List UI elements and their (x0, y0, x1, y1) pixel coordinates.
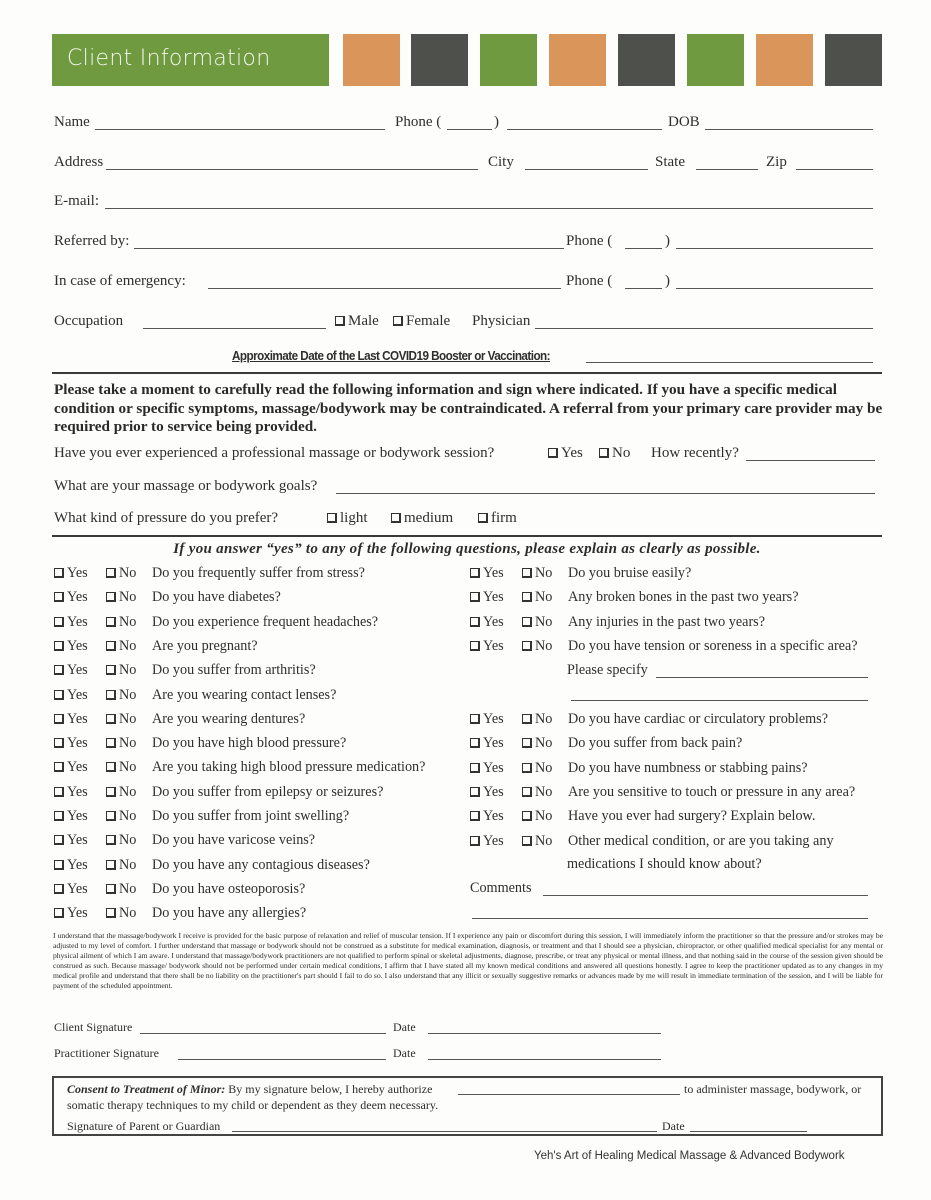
yes-checkbox[interactable]: Yes (54, 614, 88, 631)
question-text: Are you pregnant? (152, 637, 258, 654)
checkbox-icon (327, 513, 337, 523)
client-signature-label: Client Signature (54, 1020, 133, 1034)
checkbox-icon (106, 690, 116, 700)
yes-checkbox[interactable]: Yes (54, 784, 88, 801)
no-checkbox[interactable]: No (106, 662, 136, 679)
question-text: Do you suffer from arthritis? (152, 662, 316, 679)
yes-checkbox[interactable]: Yes (470, 784, 504, 801)
checkbox-icon (106, 568, 116, 578)
no-checkbox[interactable]: No (522, 735, 552, 752)
covid-date-label: Approximate Date of the Last COVID19 Booster or Vaccination: (232, 348, 551, 363)
question-text: Do you frequently suffer from stress? (152, 565, 365, 581)
question-text: Do you have any contagious diseases? (152, 856, 370, 873)
yes-checkbox[interactable]: Yes (470, 589, 504, 606)
yes-checkbox[interactable]: Yes (470, 711, 504, 728)
specify-field[interactable] (656, 677, 868, 678)
occupation-field[interactable] (143, 328, 326, 329)
checkbox-icon (54, 690, 64, 700)
email-field[interactable] (105, 208, 873, 209)
checkbox-icon (54, 884, 64, 894)
health-question-row (470, 833, 870, 851)
yes-checkbox[interactable]: Yes (54, 735, 88, 752)
checkbox-icon (470, 836, 480, 846)
pressure-medium-checkbox[interactable]: medium (391, 510, 453, 527)
how-recently-field[interactable] (746, 460, 875, 461)
question-text: Do you have osteoporosis? (152, 880, 306, 897)
no-checkbox[interactable]: No (522, 711, 552, 728)
checkbox-icon (470, 811, 480, 821)
checkbox-icon (393, 316, 403, 326)
practitioner-date-field[interactable] (428, 1059, 661, 1060)
question-text: Do you have numbness or stabbing pains? (568, 759, 808, 776)
checkbox-icon (470, 738, 480, 748)
address-label: Address (54, 154, 104, 170)
health-question-row (54, 565, 454, 583)
health-question-row (54, 687, 454, 705)
no-checkbox[interactable]: No (106, 711, 136, 728)
checkbox-icon (106, 617, 116, 627)
no-checkbox[interactable]: No (106, 687, 136, 704)
yes-checkbox[interactable]: Yes (54, 638, 88, 655)
client-date-field[interactable] (428, 1033, 661, 1034)
guardian-signature-field[interactable] (232, 1131, 657, 1132)
practitioner-signature-field[interactable] (178, 1059, 386, 1060)
checkbox-icon (54, 762, 64, 772)
physician-field[interactable] (535, 328, 873, 329)
minor-consent-line-1b: to administer massage, bodywork, or (684, 1082, 862, 1096)
checkbox-icon (522, 617, 532, 627)
checkbox-icon (391, 513, 401, 523)
checkbox-icon (470, 592, 480, 602)
referred-by-field[interactable] (134, 248, 564, 249)
email-label: E-mail: (54, 193, 99, 209)
phone-area-code-field[interactable] (447, 129, 492, 130)
minor-consent-line-2: somatic therapy techniques to my child or dependent as they deem necessary. (67, 1098, 439, 1112)
checkbox-icon (106, 738, 116, 748)
color-swatch (825, 34, 882, 86)
no-checkbox[interactable]: No (522, 760, 552, 777)
business-name-footer: Yeh's Art of Healing Medical Massage & Advanced Bodywork (534, 1150, 845, 1162)
checkbox-icon (522, 811, 532, 821)
referred-by-label: Referred by: (54, 233, 130, 249)
no-checkbox[interactable]: No (106, 759, 136, 776)
yes-checkbox[interactable]: Yes (54, 565, 88, 582)
checkbox-icon (522, 641, 532, 651)
health-question-row (54, 857, 454, 875)
city-field[interactable] (525, 169, 648, 170)
experience-yes-checkbox[interactable]: Yes (548, 445, 583, 462)
checkbox-icon (470, 641, 480, 651)
guardian-signature-label: Signature of Parent or Guardian (67, 1119, 221, 1133)
physician-label: Physician (472, 313, 531, 329)
referral-phone-paren: ) (665, 233, 670, 249)
checkbox-icon (54, 714, 64, 724)
question-text: Other medical condition, or are you taking any (568, 832, 834, 849)
checkbox-icon (106, 860, 116, 870)
question-text: Any broken bones in the past two years? (568, 589, 799, 606)
goals-question: What are your massage or bodywork goals? (54, 478, 318, 494)
checkbox-icon (106, 787, 116, 797)
checkbox-icon (54, 617, 64, 627)
health-question-row (470, 808, 870, 826)
yes-checkbox[interactable]: Yes (54, 905, 88, 922)
checkbox-icon (522, 787, 532, 797)
checkbox-icon (54, 811, 64, 821)
guardian-date-label: Date (662, 1119, 685, 1133)
health-question-row (54, 735, 454, 753)
health-question-row (470, 614, 870, 632)
question-text: Do you have cardiac or circulatory problems? (568, 711, 828, 727)
question-text: Do you suffer from back pain? (568, 735, 743, 752)
experience-question: Have you ever experienced a professional massage or bodywork session? (54, 445, 495, 461)
client-date-label: Date (393, 1020, 416, 1034)
yes-checkbox[interactable]: Yes (470, 735, 504, 752)
city-label: City (488, 154, 514, 170)
yes-checkbox[interactable]: Yes (470, 565, 504, 582)
dob-field[interactable] (705, 129, 873, 130)
covid-date-field[interactable] (586, 362, 873, 363)
checkbox-icon (522, 714, 532, 724)
color-swatch (756, 34, 813, 86)
question-text: Are you sensitive to touch or pressure in any area? (568, 783, 856, 800)
checkbox-icon (54, 835, 64, 845)
comments-field[interactable] (543, 895, 868, 896)
emergency-phone-area-field[interactable] (625, 288, 662, 289)
zip-field[interactable] (796, 169, 873, 170)
no-checkbox[interactable]: No (106, 784, 136, 801)
health-question-row (54, 614, 454, 632)
emergency-phone-field[interactable] (676, 288, 873, 289)
no-checkbox[interactable]: No (106, 735, 136, 752)
health-question-row (470, 638, 870, 656)
checkbox-icon (522, 763, 532, 773)
occupation-label: Occupation (54, 313, 124, 329)
yes-checkbox[interactable]: Yes (54, 881, 88, 898)
phone-field[interactable] (507, 129, 662, 130)
color-swatch (343, 34, 400, 86)
address-field[interactable] (106, 169, 478, 170)
state-field[interactable] (696, 169, 758, 170)
state-label: State (655, 154, 685, 170)
health-question-row (54, 905, 454, 923)
no-checkbox[interactable]: No (106, 638, 136, 655)
guardian-date-field[interactable] (690, 1131, 807, 1132)
no-checkbox[interactable]: No (106, 808, 136, 825)
checkbox-icon (54, 641, 64, 651)
health-question-row (54, 662, 454, 680)
checkbox-icon (54, 665, 64, 675)
color-swatch (618, 34, 675, 86)
checkbox-icon (54, 860, 64, 870)
checkbox-icon (54, 592, 64, 602)
emergency-phone-paren: ) (665, 273, 670, 289)
no-checkbox[interactable]: No (522, 833, 552, 850)
question-text: Any injuries in the past two years? (568, 613, 766, 630)
section-divider (52, 372, 882, 374)
no-checkbox[interactable]: No (522, 638, 552, 655)
no-checkbox[interactable]: No (106, 589, 136, 606)
health-question-row (54, 881, 454, 899)
yes-checkbox[interactable]: Yes (470, 808, 504, 825)
referral-phone-field[interactable] (676, 248, 873, 249)
health-question-row (470, 589, 870, 607)
experience-no-checkbox[interactable]: No (599, 445, 630, 462)
question-text: Do you suffer from epilepsy or seizures? (152, 783, 384, 800)
checkbox-icon (54, 787, 64, 797)
checkbox-icon (478, 513, 488, 523)
question-text: Are you wearing contact lenses? (152, 686, 337, 703)
emergency-phone-label: Phone ( (566, 273, 613, 289)
no-checkbox[interactable]: No (522, 589, 552, 606)
question-text: Are you wearing dentures? (152, 710, 306, 727)
name-field[interactable] (95, 129, 385, 130)
male-checkbox[interactable]: Male (335, 313, 379, 330)
checkbox-icon (470, 763, 480, 773)
health-question-row (54, 808, 454, 826)
female-checkbox[interactable]: Female (393, 313, 450, 330)
no-checkbox[interactable]: No (106, 857, 136, 874)
checkbox-icon (54, 908, 64, 918)
question-text: Do you have diabetes? (152, 589, 281, 606)
question-text: Do you have any allergies? (152, 905, 307, 922)
phone-label: Phone ( (395, 114, 442, 130)
checkbox-icon (522, 738, 532, 748)
liability-statement: I understand that the massage/bodywork I receive is provided for the basic purpose of relaxation and relief of muscular tension. If I experience any pain or discomfort during this session, I will immediately inform the practitioner so that the pressure and/or strokes may be adjusted to my level of comfort. I further understand that massage or bodywork should not be construed as a substitute for medical examination, diagnosis, or treatment and that I should see a physician, chiropractor, or other qualified medical specialist for any mental or physical ailment of which I am aware. I understand that massage/bodywork practitioners are not qualified to perform spinal or skeletal adjustments, diagnose, prescribe, or treat any physical or mental illness, and that nothing said in the course of the session given should be construed as such. Because massage/ bodywork should not be performed under certain medical conditions, I affirm that I have stated all my known medical conditions and answered all questions honestly. I agree to keep the practitioner updated as to any changes in my medical profile and understand that there shall be no liability on the practitioner's part should I fail to do so. I also understand that any illicit or sexually suggestive remarks or advances made by me will result in immediate termination of the session, and I will be liable for payment of the scheduled appointment. (53, 931, 883, 991)
yes-checkbox[interactable]: Yes (54, 589, 88, 606)
checkbox-icon (470, 787, 480, 797)
yes-checkbox[interactable]: Yes (54, 759, 88, 776)
health-section-heading: If you answer “yes” to any of the following questions, please explain as clearly as possible. (173, 541, 761, 557)
emergency-label: In case of emergency: (54, 273, 186, 289)
yes-checkbox[interactable]: Yes (54, 687, 88, 704)
checkbox-icon (106, 835, 116, 845)
yes-checkbox[interactable]: Yes (54, 808, 88, 825)
checkbox-icon (106, 592, 116, 602)
referral-phone-area-field[interactable] (625, 248, 662, 249)
intro-notice: Please take a moment to carefully read the following information and sign where indicated. If you have a specific medical condition or specific symptoms, massage/bodywork may be contraindicated. A referral from your primary care provider may be required prior to service being provided. (54, 381, 883, 435)
health-question-row (54, 784, 454, 802)
client-signature-field[interactable] (140, 1033, 386, 1034)
checkbox-icon (548, 448, 558, 458)
no-checkbox[interactable]: No (106, 905, 136, 922)
color-swatch (549, 34, 606, 86)
please-specify-label: Please specify (567, 662, 648, 678)
phone-paren: ) (494, 114, 499, 130)
checkbox-icon (522, 592, 532, 602)
goals-field[interactable] (336, 493, 875, 494)
question-text: Do you suffer from joint swelling? (152, 808, 350, 824)
comments-field-line-2[interactable] (472, 918, 868, 919)
checkbox-icon (470, 568, 480, 578)
referral-phone-label: Phone ( (566, 233, 613, 249)
health-question-row (54, 589, 454, 607)
checkbox-icon (470, 617, 480, 627)
checkbox-icon (106, 811, 116, 821)
health-question-row (54, 759, 454, 777)
question-text: Do you have tension or soreness in a specific area? (568, 637, 858, 654)
emergency-contact-field[interactable] (208, 288, 561, 289)
checkbox-icon (106, 641, 116, 651)
color-swatch (411, 34, 468, 86)
section-divider (52, 535, 882, 537)
health-question-row (470, 735, 870, 753)
checkbox-icon (54, 568, 64, 578)
health-question-row (470, 565, 870, 583)
color-swatch (687, 34, 744, 86)
title-banner (52, 34, 329, 86)
color-swatch (480, 34, 537, 86)
no-checkbox[interactable]: No (522, 565, 552, 582)
page-title: Client Information (67, 46, 271, 71)
health-question-row (54, 638, 454, 656)
yes-checkbox[interactable]: Yes (54, 857, 88, 874)
pressure-light-checkbox[interactable]: light (327, 510, 368, 527)
question-text: Do you bruise easily? (568, 565, 692, 581)
checkbox-icon (106, 884, 116, 894)
question-text: Have you ever had surgery? Explain below. (568, 808, 816, 825)
practitioner-signature-label: Practitioner Signature (54, 1046, 159, 1060)
checkbox-icon (522, 568, 532, 578)
checkbox-icon (335, 316, 345, 326)
checkbox-icon (106, 714, 116, 724)
checkbox-icon (106, 762, 116, 772)
yes-checkbox[interactable]: Yes (470, 638, 504, 655)
name-label: Name (54, 114, 90, 130)
pressure-question: What kind of pressure do you prefer? (54, 510, 279, 526)
yes-checkbox[interactable]: Yes (470, 833, 504, 850)
no-checkbox[interactable]: No (522, 784, 552, 801)
yes-checkbox[interactable]: Yes (54, 662, 88, 679)
checkbox-icon (106, 665, 116, 675)
no-checkbox[interactable]: No (522, 614, 552, 631)
minor-consent-line-1: Consent to Treatment of Minor: By my signature below, I hereby authorize (67, 1082, 433, 1096)
no-checkbox[interactable]: No (106, 565, 136, 582)
yes-checkbox[interactable]: Yes (54, 711, 88, 728)
no-checkbox[interactable]: No (106, 881, 136, 898)
question-text: Do you have varicose veins? (152, 832, 316, 849)
health-question-row (470, 784, 870, 802)
practitioner-date-label: Date (393, 1046, 416, 1060)
no-checkbox[interactable]: No (522, 808, 552, 825)
health-question-row (470, 711, 870, 729)
health-question-row (470, 760, 870, 778)
dob-label: DOB (668, 114, 700, 130)
checkbox-icon (106, 908, 116, 918)
how-recently-label: How recently? (651, 445, 739, 461)
checkbox-icon (54, 738, 64, 748)
no-checkbox[interactable]: No (106, 614, 136, 631)
question-text: Do you experience frequent headaches? (152, 613, 379, 630)
no-checkbox[interactable]: No (106, 832, 136, 849)
health-question-row (54, 711, 454, 729)
checkbox-icon (470, 714, 480, 724)
question-text: Do you have high blood pressure? (152, 735, 347, 752)
pressure-firm-checkbox[interactable]: firm (478, 510, 517, 527)
yes-checkbox[interactable]: Yes (470, 614, 504, 631)
checkbox-icon (599, 448, 609, 458)
specify-field-line-2[interactable] (571, 700, 868, 701)
checkbox-icon (522, 836, 532, 846)
question-text: Are you taking high blood pressure medication? (152, 759, 426, 776)
minor-consent-title: Consent to Treatment of Minor: (67, 1082, 226, 1096)
authorized-practitioner-field[interactable] (458, 1094, 680, 1095)
yes-checkbox[interactable]: Yes (470, 760, 504, 777)
comments-label: Comments (470, 880, 532, 896)
health-question-row (54, 832, 454, 850)
zip-label: Zip (766, 154, 787, 170)
medications-continuation: medications I should know about? (567, 856, 762, 872)
yes-checkbox[interactable]: Yes (54, 832, 88, 849)
